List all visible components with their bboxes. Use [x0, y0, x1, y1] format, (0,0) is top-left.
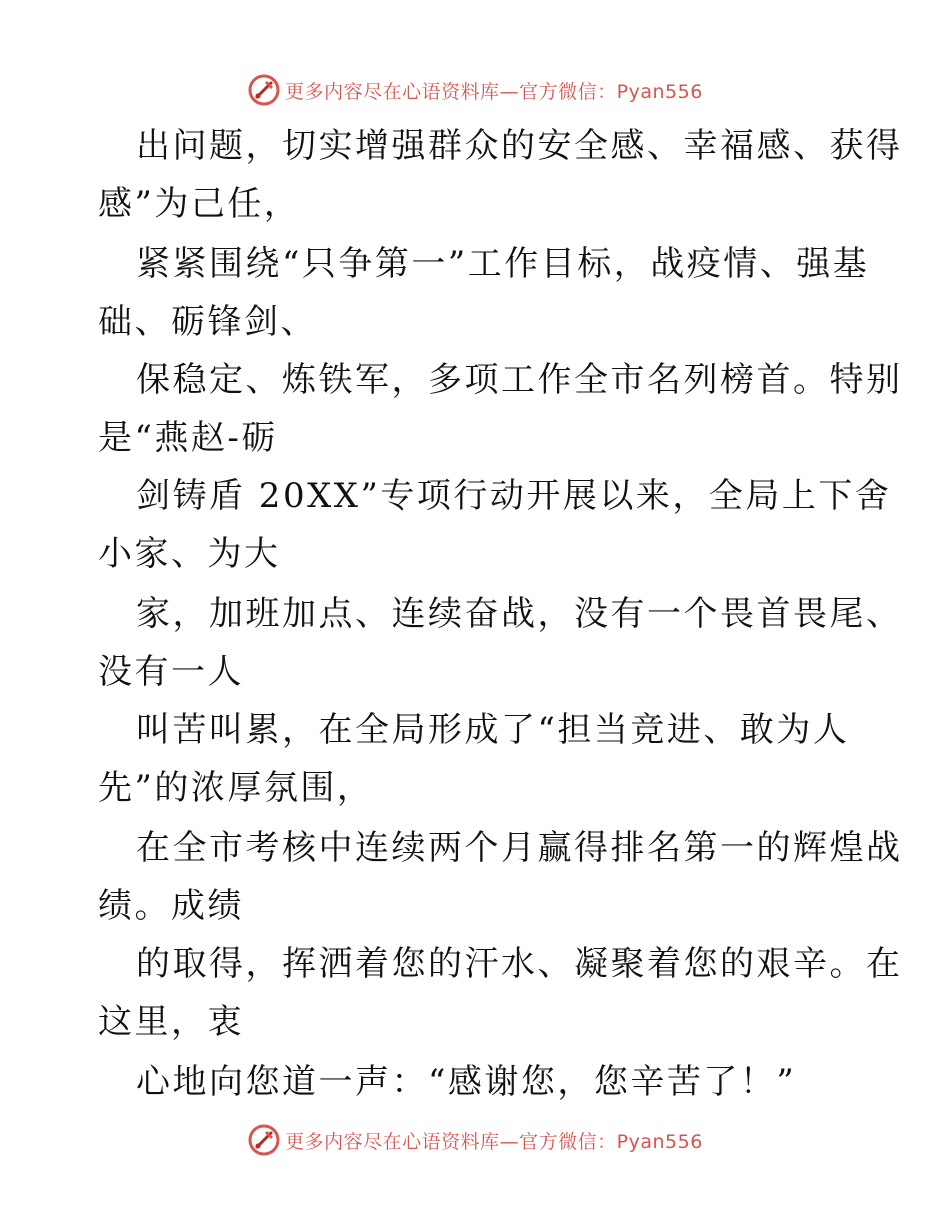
- body-line: 保稳定、炼铁军，多项工作全市名列榜首。特别: [136, 360, 903, 400]
- body-line: 的取得，挥洒着您的汗水、凝聚着您的艰辛。在: [136, 944, 903, 984]
- body-line: 先”的浓厚氛围，: [98, 768, 374, 808]
- body-line: 小家、为大: [98, 534, 281, 574]
- header-banner: [0, 68, 950, 112]
- pen-logo-icon: [247, 73, 281, 107]
- body-line: 紧紧围绕“只争第一”工作目标，战疫情、强基: [136, 244, 870, 284]
- body-line: 感”为己任，: [98, 184, 301, 224]
- body-line: 在全市考核中连续两个月赢得排名第一的辉煌战: [136, 828, 903, 868]
- body-line: 是“燕赵-砺: [98, 418, 278, 458]
- body-line: 心地向您道一声：“感谢您，您辛苦了！”: [136, 1062, 797, 1102]
- body-line: 出问题，切实增强群众的安全感、幸福感、获得: [136, 126, 903, 166]
- body-line: 础、砺锋剑、: [98, 302, 317, 342]
- body-line: 叫苦叫累，在全局形成了“担当竞进、敢为人: [136, 710, 850, 750]
- body-line: 剑铸盾 20XX”专项行动开展以来，全局上下舍: [136, 476, 892, 516]
- pen-logo-icon: [247, 1123, 281, 1157]
- body-line: 没有一人: [98, 652, 244, 692]
- body-line: 家，加班加点、连续奋战，没有一个畏首畏尾、: [136, 594, 903, 634]
- body-line: 这里，衷: [98, 1002, 244, 1042]
- body-line: 绩。成绩: [98, 886, 244, 926]
- footer-banner-text: 更多内容尽在心语资料库—官方微信：Pyan556: [285, 1130, 703, 1153]
- header-banner-text: 更多内容尽在心语资料库—官方微信：Pyan556: [285, 80, 703, 103]
- footer-banner: [0, 1118, 950, 1162]
